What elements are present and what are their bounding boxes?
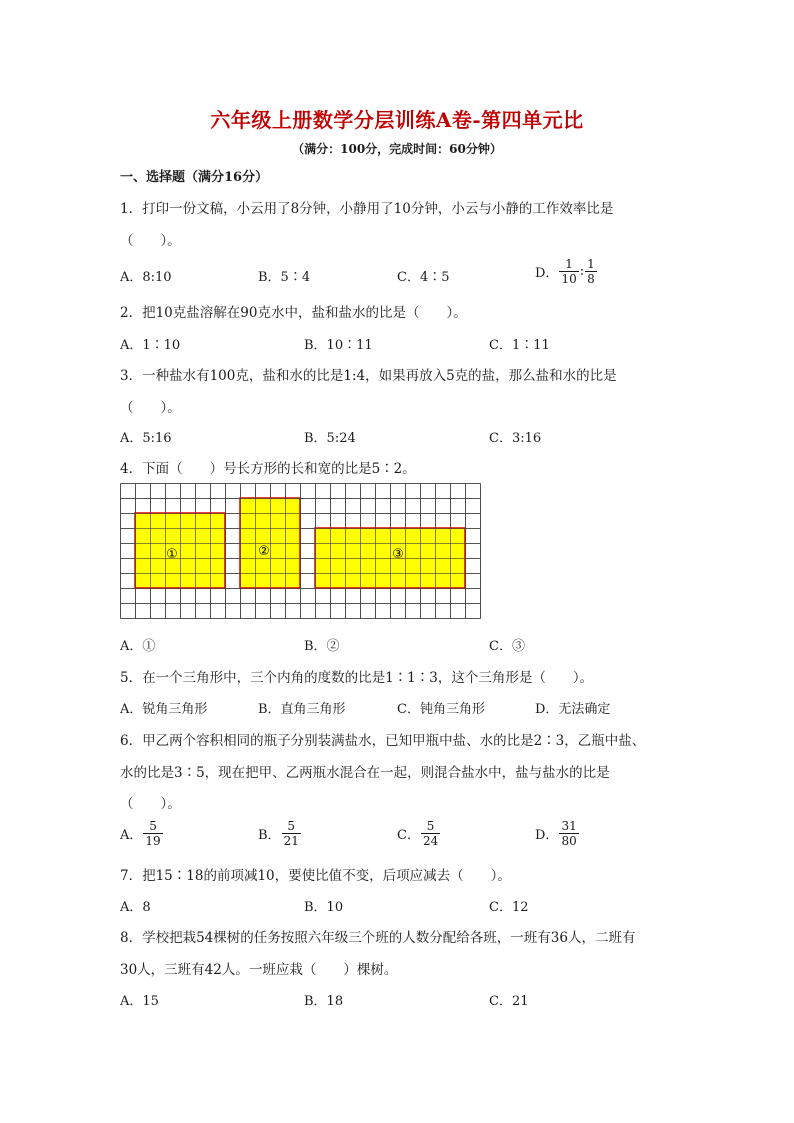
question-4-text: 4．下面（ ）号长方形的长和宽的比是5∶2。 <box>120 461 416 477</box>
q6-option-d-fraction: $\frac{31}{80}$ <box>561 819 577 848</box>
question-3-text: 3．一种盐水有100克，盐和水的比是1:4，如果再放入5克的盐，那么盐和水的比是 <box>120 368 617 384</box>
question-1-text: 1．打印一份文稿，小云用了8分钟，小静用了10分钟，小云与小静的工作效率比是 <box>120 201 614 217</box>
q6-option-d: D． $\frac{31}{80}$ <box>535 819 577 848</box>
q3-option-c: C．3:16 <box>489 431 542 446</box>
q1-option-d-prefix: D． <box>535 266 559 281</box>
rectangle-grid-figure <box>120 483 482 623</box>
q5-option-d: D．无法确定 <box>535 702 611 717</box>
q2-option-b: B．10∶11 <box>304 338 373 353</box>
q7-option-a: A．8 <box>120 900 151 915</box>
question-1-blank: （ ）。 <box>120 233 181 249</box>
question-2-text: 2．把10克盐溶解在90克水中，盐和盐水的比是（ ）。 <box>120 305 467 321</box>
q8-option-a: A．15 <box>120 994 159 1009</box>
q1-option-d-colon: : <box>579 264 585 279</box>
question-8-text-1: 8．学校把栽54棵树的任务按照六年级三个班的人数分配给各班，一班有36人，二班有 <box>120 930 636 946</box>
q7-option-c: C．12 <box>489 900 529 915</box>
question-3-blank: （ ）。 <box>120 400 181 416</box>
rectangle-3 <box>315 528 465 588</box>
q2-option-a: A．1∶10 <box>120 338 181 353</box>
q1-option-d-fraction-2: $\frac{1}{8}$ <box>587 257 595 286</box>
question-6-text-1: 6．甲乙两个容积相同的瓶子分别装满盐水，已知甲瓶中盐、水的比是2∶3，乙瓶中盐、 <box>120 733 646 749</box>
question-6-text-2: 水的比是3∶5，现在把甲、乙两瓶水混合在一起，则混合盐水中，盐与盐水的比是 <box>120 765 610 781</box>
q5-option-c: C．钝角三角形 <box>397 702 485 717</box>
rectangle-2 <box>240 498 300 588</box>
rectangle-3-label: ③ <box>392 547 404 562</box>
q6-option-a-fraction: $\frac{5}{19}$ <box>145 819 161 848</box>
q4-option-c: C．③ <box>489 639 525 654</box>
q3-option-a: A．5:16 <box>120 431 172 446</box>
question-8-text-2: 30人，三班有42人。一班应栽（ ）棵树。 <box>120 962 398 978</box>
page-subtitle: （满分：100分，完成时间：60分钟） <box>292 142 502 156</box>
q2-option-c: C．1∶11 <box>489 338 550 353</box>
q6-option-c-fraction: $\frac{5}{24}$ <box>422 819 439 848</box>
q5-option-b: B．直角三角形 <box>258 702 346 717</box>
q6-option-a: A． $\frac{5}{19}$ <box>120 819 161 848</box>
q5-option-a: A．锐角三角形 <box>120 702 208 717</box>
q8-option-b: B．18 <box>304 994 344 1009</box>
q3-option-b: B．5:24 <box>304 431 356 446</box>
q4-option-a: A．① <box>120 639 156 654</box>
q6-option-b-fraction: $\frac{5}{21}$ <box>283 819 299 848</box>
q8-option-c: C．21 <box>489 994 529 1009</box>
rectangle-1-label: ① <box>166 547 178 562</box>
q1-option-c: C．4∶5 <box>397 270 450 285</box>
section-heading: 一、选择题（满分16分） <box>120 170 269 185</box>
page-title: 六年级上册数学分层训练A卷-第四单元比 <box>210 108 584 132</box>
q7-option-b: B．10 <box>304 900 344 915</box>
q1-option-d-fraction-1: $\frac{1}{10}$ <box>561 257 577 286</box>
q1-option-b: B．5∶4 <box>258 270 311 285</box>
question-5-text: 5．在一个三角形中，三个内角的度数的比是1∶1∶3，这个三角形是（ ）。 <box>120 670 594 686</box>
q6-option-c: C． $\frac{5}{24}$ <box>397 819 439 848</box>
rectangle-1 <box>135 513 225 588</box>
q4-option-b: B．② <box>304 639 340 654</box>
rectangle-2-label: ② <box>258 544 270 559</box>
question-6-blank: （ ）。 <box>120 796 181 812</box>
q6-option-b: B． $\frac{5}{21}$ <box>258 819 299 848</box>
q1-option-d <box>535 257 597 286</box>
question-7-text: 7．把15∶18的前项减10，要使比值不变，后项应减去（ ）。 <box>120 868 511 884</box>
q1-option-a: A．8:10 <box>120 270 172 285</box>
